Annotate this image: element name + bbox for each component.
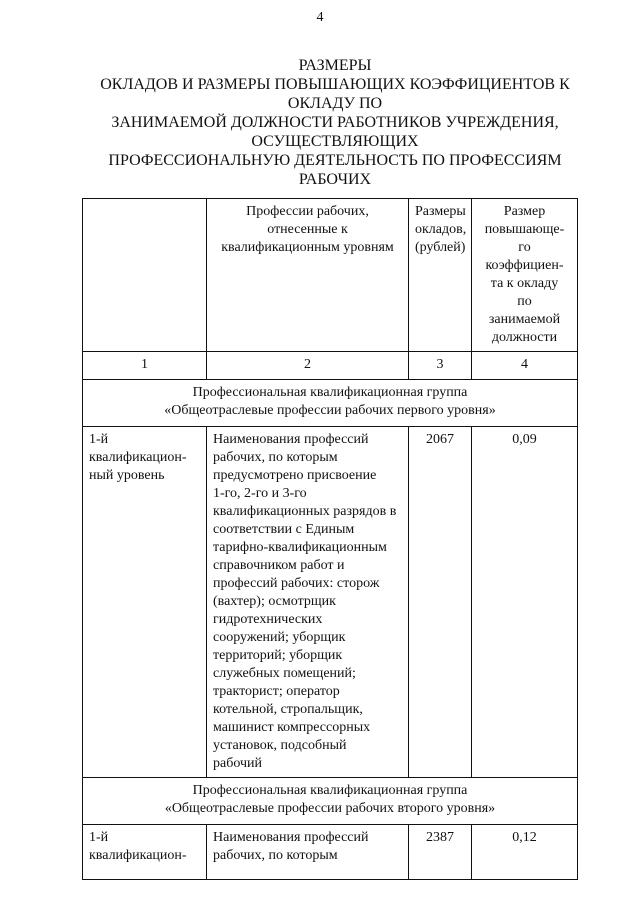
header-text-line: повышающе-	[484, 222, 565, 237]
profession-line: машинист компрессорных	[213, 720, 371, 735]
level-line: квалификацион-	[89, 848, 187, 863]
salary-table	[82, 198, 578, 880]
profession-line: (вахтер); осмотрщик	[213, 594, 336, 609]
level-cell	[83, 825, 207, 880]
level-cell	[83, 427, 207, 778]
group-heading-line: Профессиональная квалификационная группа	[192, 783, 468, 798]
profession-line: 1-го, 2-го и 3-го	[213, 486, 307, 501]
level-line: 1-й	[89, 830, 109, 845]
header-cell-salary	[409, 199, 472, 352]
level-line: квалификацион-	[89, 450, 187, 465]
profession-line: справочником работ и	[213, 558, 345, 573]
header-cell-coefficient	[472, 199, 578, 352]
profession-line: установок, подсобный	[213, 738, 347, 753]
document-title	[60, 56, 610, 189]
profession-line: гидротехнических	[213, 612, 323, 627]
column-number: 1	[83, 352, 207, 380]
profession-line: территорий; уборщик	[213, 648, 343, 663]
profession-line: Наименования профессий	[213, 830, 369, 845]
header-text-line: по	[517, 294, 532, 309]
header-text-line: отнесенные к	[267, 222, 348, 237]
coefficient-cell: 0,12	[472, 825, 578, 880]
profession-line: рабочий	[213, 756, 262, 771]
profession-line: профессий рабочих: сторож	[213, 576, 380, 591]
professions-cell	[207, 825, 409, 880]
header-text-line: должности	[491, 330, 558, 345]
page-number: 4	[316, 10, 324, 25]
salary-cell: 2387	[409, 825, 472, 880]
profession-line: служебных помещений;	[213, 666, 356, 681]
title-line: РАЗМЕРЫ	[298, 57, 372, 74]
header-text-line: та к окладу	[490, 276, 559, 291]
group-heading-row	[83, 380, 578, 427]
header-cell-level	[83, 199, 207, 352]
profession-line: предусмотрено присвоение	[213, 468, 377, 483]
salary-cell: 2067	[409, 427, 472, 778]
profession-line: Наименования профессий	[213, 432, 369, 447]
group-heading-row	[83, 778, 578, 825]
header-text-line: коэффициен-	[485, 258, 564, 273]
table-row	[83, 427, 578, 778]
profession-line: тарифно-квалификационным	[213, 540, 387, 555]
title-line: ПРОФЕССИОНАЛЬНУЮ ДЕЯТЕЛЬНОСТЬ ПО ПРОФЕССИЯМ	[108, 152, 562, 169]
header-text-line: Размеры	[415, 204, 466, 219]
header-text-line: го	[518, 240, 531, 255]
header-text-line: Профессии рабочих,	[246, 204, 369, 219]
group-heading-line: «Общеотраслевые профессии рабочих второго уровня»	[164, 801, 496, 816]
profession-line: квалификационных разрядов в	[213, 504, 397, 519]
profession-line: рабочих, по которым	[213, 848, 338, 863]
group-heading-line: Профессиональная квалификационная группа	[192, 385, 468, 400]
level-line: 1-й	[89, 432, 109, 447]
profession-line: соответствии с Единым	[213, 522, 355, 537]
header-text-line: Размер	[503, 204, 546, 219]
table-header-row	[83, 199, 578, 352]
column-number: 4	[472, 352, 578, 380]
profession-line: рабочих, по которым	[213, 450, 338, 465]
level-line: ный уровень	[89, 468, 165, 483]
header-text-line: занимаемой	[488, 312, 561, 327]
column-number-row	[83, 352, 578, 380]
column-number: 2	[207, 352, 409, 380]
group-heading	[83, 778, 578, 825]
coefficient-cell: 0,09	[472, 427, 578, 778]
title-line: ОКЛАДУ ПО	[287, 95, 383, 112]
title-line: ЗАНИМАЕМОЙ ДОЛЖНОСТИ РАБОТНИКОВ УЧРЕЖДЕНИЯ,	[111, 114, 559, 131]
title-line: ОСУЩЕСТВЛЯЮЩИХ	[251, 133, 419, 150]
table-row	[83, 825, 578, 880]
title-line: РАБОЧИХ	[298, 171, 372, 188]
title-line: ОКЛАДОВ И РАЗМЕРЫ ПОВЫШАЮЩИХ КОЭФФИЦИЕНТОВ К	[100, 76, 570, 93]
header-text-line: квалификационным уровням	[221, 240, 394, 255]
group-heading-line: «Общеотраслевые профессии рабочих первого уровня»	[164, 403, 496, 418]
group-heading	[83, 380, 578, 427]
profession-line: сооружений; уборщик	[213, 630, 346, 645]
header-cell-professions	[207, 199, 409, 352]
column-number: 3	[409, 352, 472, 380]
header-text-line: окладов,	[415, 222, 467, 237]
professions-cell	[207, 427, 409, 778]
profession-line: тракторист; оператор	[213, 684, 340, 699]
header-text-line: (рублей)	[415, 240, 466, 255]
profession-line: котельной, стропальщик,	[213, 702, 363, 717]
